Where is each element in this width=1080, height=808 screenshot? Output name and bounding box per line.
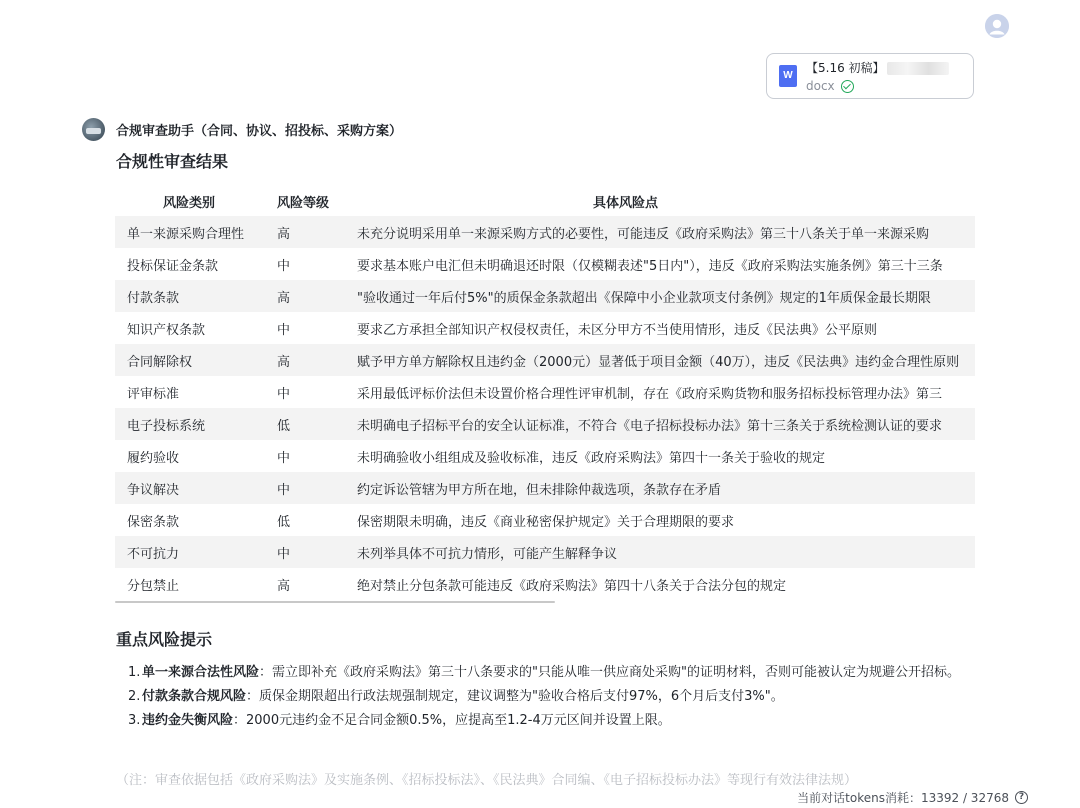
risk-text: ：需立即补充《政府采购法》第三十八条要求的"只能从唯一供应商处采购"的证明材料，否则可能被认定为规避公开招标。	[259, 665, 960, 680]
header-level: 风险等级	[277, 195, 330, 211]
user-avatar-icon	[985, 14, 1009, 38]
risk-table	[115, 186, 975, 600]
word-doc-icon: W	[779, 65, 797, 87]
list-number: 3.	[128, 713, 141, 728]
cell-category: 评审标准	[127, 386, 180, 402]
list-number: 1.	[128, 665, 141, 680]
cell-level: 高	[277, 578, 291, 594]
cell-detail: "验收通过一年后付5%"的质保金条款超出《保障中小企业款项支付条例》规定的1年质保金最长期限	[357, 290, 931, 306]
table-row	[115, 440, 975, 472]
cell-detail: 保密期限未明确，违反《商业秘密保护规定》关于合理期限的要求	[357, 514, 735, 530]
file-ext-row	[806, 79, 949, 93]
file-ext: docx	[806, 79, 835, 93]
table-row	[115, 216, 975, 248]
cell-category: 不可抗力	[127, 546, 180, 562]
table-row	[115, 472, 975, 504]
table-row	[115, 312, 975, 344]
header-detail: 具体风险点	[593, 195, 659, 211]
token-usage-text: 当前对话tokens消耗：13392 / 32768	[797, 791, 1009, 805]
legal-basis-note: （注：审查依据包括《政府采购法》及实施条例、《招标投标法》、《民法典》合同编、《电子招标投标办法》等现行有效法律法规）	[116, 773, 858, 788]
cell-level: 高	[277, 354, 291, 370]
cell-level: 中	[277, 546, 291, 562]
table-row	[115, 536, 975, 568]
cell-category: 投标保证金条款	[127, 258, 219, 274]
table-row	[115, 248, 975, 280]
cell-category: 合同解除权	[127, 354, 193, 370]
assistant-header	[82, 118, 402, 141]
cell-level: 中	[277, 322, 291, 338]
table-row	[115, 504, 975, 536]
list-number: 2.	[128, 689, 141, 704]
redacted-filename	[887, 62, 949, 75]
cell-detail: 约定诉讼管辖为甲方所在地，但未排除仲裁选项，条款存在矛盾	[357, 482, 722, 498]
risk-text: ：质保金期限超出行政法规强制规定，建议调整为"验收合格后支付97%，6个月后支付3%"。	[246, 689, 784, 704]
list-item	[128, 662, 978, 684]
cell-level: 高	[277, 226, 291, 242]
table-row	[115, 344, 975, 376]
cell-detail: 绝对禁止分包条款可能违反《政府采购法》第四十八条关于合法分包的规定	[357, 578, 787, 594]
key-risks-list	[128, 662, 978, 732]
table-header	[115, 186, 975, 216]
cell-detail: 未列举具体不可抗力情形，可能产生解释争议	[357, 546, 618, 562]
risk-text: ：2000元违约金不足合同金额0.5%，应提高至1.2-4万元区间并设置上限。	[233, 713, 671, 728]
cell-detail: 要求基本账户电汇但未明确退还时限（仅模糊表述"5日内"），违反《政府采购法实施条例》第三十三条	[357, 258, 943, 274]
check-circle-icon	[841, 80, 854, 93]
cell-category: 争议解决	[127, 482, 180, 498]
list-item	[128, 686, 978, 708]
file-title	[806, 59, 949, 76]
cell-level: 中	[277, 386, 291, 402]
risk-label: 付款条款合规风险	[142, 689, 247, 704]
table-row	[115, 408, 975, 440]
cell-level: 低	[277, 418, 291, 434]
cell-level: 中	[277, 450, 291, 466]
cell-detail: 赋予甲方单方解除权且违约金（2000元）显著低于项目金额（40万），违反《民法典》违约金合理性原则	[357, 354, 960, 370]
assistant-avatar-icon	[82, 118, 105, 141]
result-title: 合规性审查结果	[116, 152, 229, 171]
cell-detail: 要求乙方承担全部知识产权侵权责任，未区分甲方不当使用情形，违反《民法典》公平原则	[357, 322, 878, 338]
key-risks-title: 重点风险提示	[116, 630, 213, 649]
cell-category: 知识产权条款	[127, 322, 206, 338]
file-title-text: 【5.16 初稿】	[806, 61, 885, 75]
cell-detail: 采用最低评标价法但未设置价格合理性评审机制，存在《政府采购货物和服务招标投标管理办法》第三	[357, 386, 943, 402]
list-item	[128, 710, 978, 732]
cell-detail: 未明确电子招标平台的安全认证标准，不符合《电子招标投标办法》第十三条关于系统检测认证的要求	[357, 418, 943, 434]
cell-category: 保密条款	[127, 514, 180, 530]
cell-category: 分包禁止	[127, 578, 180, 594]
table-row	[115, 376, 975, 408]
attached-file-card[interactable]	[766, 53, 974, 99]
token-usage	[797, 789, 1028, 806]
cell-category: 付款条款	[127, 290, 180, 306]
header-category: 风险类别	[163, 195, 216, 211]
assistant-name: 合规审查助手（合同、协议、招投标、采购方案）	[116, 124, 403, 139]
risk-label: 单一来源合法性风险	[142, 665, 260, 680]
table-body	[115, 216, 975, 600]
risk-label: 违约金失衡风险	[142, 713, 234, 728]
cell-level: 中	[277, 258, 291, 274]
table-row	[115, 280, 975, 312]
table-row	[115, 568, 975, 600]
cell-category: 电子投标系统	[127, 418, 206, 434]
cell-level: 高	[277, 290, 291, 306]
cell-level: 低	[277, 514, 291, 530]
cell-category: 履约验收	[127, 450, 180, 466]
cell-detail: 未充分说明采用单一来源采购方式的必要性，可能违反《政府采购法》第三十八条关于单一来源采购	[357, 226, 930, 242]
file-meta	[806, 59, 949, 93]
question-circle-icon[interactable]: ?	[1015, 791, 1028, 804]
cell-detail: 未明确验收小组组成及验收标准，违反《政府采购法》第四十一条关于验收的规定	[357, 450, 826, 466]
cell-level: 中	[277, 482, 291, 498]
cell-category: 单一来源采购合理性	[127, 226, 245, 242]
table-horizontal-scrollbar[interactable]	[115, 601, 555, 603]
